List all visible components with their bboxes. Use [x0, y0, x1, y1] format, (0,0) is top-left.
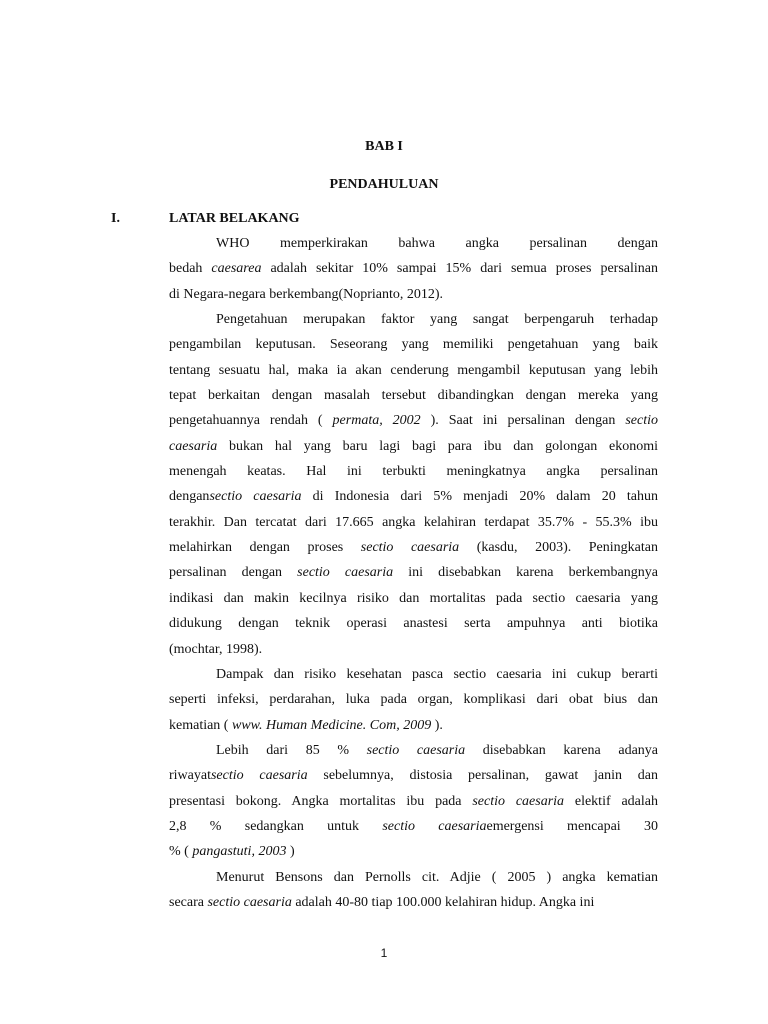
text-run: ini disebabkan karena berkembangnya	[393, 565, 658, 581]
text-line	[169, 434, 658, 459]
text-line	[169, 890, 658, 915]
italic-term: sectio caesaria	[210, 768, 308, 784]
italic-term: caesarea	[211, 261, 262, 277]
text-run: emergensi mencapai 30	[486, 818, 658, 834]
text-line	[169, 510, 658, 535]
italic-term: pangastuti, 2003	[192, 844, 287, 860]
text-run: kematian (	[169, 717, 232, 733]
text-line	[169, 839, 658, 864]
body-text	[169, 231, 658, 915]
text-run: didukung dengan teknik operasi anastesi serta ampuhnya anti biotika	[169, 616, 658, 632]
text-run: tepat berkaitan dengan masalah tersebut dibandingkan dengan mereka yang	[169, 388, 658, 404]
text-run: Lebih dari 85 %	[216, 742, 367, 758]
text-run: 2,8 % sedangkan untuk	[169, 818, 383, 834]
italic-term: sectio caesaria	[360, 540, 460, 556]
italic-term: sectio caesaria	[382, 818, 487, 834]
text-run: indikasi dan makin kecilnya risiko dan mortalitas pada sectio caesaria yang	[169, 590, 658, 606]
text-run: % (	[169, 844, 193, 860]
paragraph	[169, 738, 658, 865]
text-run: seperti infeksi, perdarahan, luka pada organ, komplikasi dari obat bius dan	[169, 692, 658, 708]
italic-term: sectio caesaria	[207, 894, 292, 910]
text-run: adalah sekitar 10% sampai 15% dari semua proses persalinan	[261, 261, 658, 277]
text-line	[169, 560, 658, 585]
text-line	[169, 814, 658, 839]
paragraph	[169, 307, 658, 662]
text-line	[169, 763, 658, 788]
text-line	[169, 358, 658, 383]
text-line	[169, 282, 658, 307]
text-line	[169, 256, 658, 281]
text-run: sebelumnya, distosia persalinan, gawat janin dan	[307, 768, 658, 784]
text-run: persalinan dengan	[169, 565, 298, 581]
text-run: WHO memperkirakan bahwa angka persalinan dengan	[216, 236, 658, 251]
text-run: menengah keatas. Hal ini terbukti meningkatnya angka persalinan	[169, 464, 658, 480]
text-line	[169, 307, 658, 332]
text-line	[169, 332, 658, 357]
paragraph	[169, 662, 658, 738]
text-line	[169, 535, 658, 560]
text-line	[169, 637, 658, 662]
text-run: bedah	[169, 261, 212, 277]
italic-term: www. Human Medicine. Com, 2009	[231, 717, 432, 733]
text-run: Menurut Bensons dan Pernolls cit. Adjie ( 2005 ) angka kematian	[216, 869, 658, 885]
text-run: riwayat	[169, 768, 211, 784]
text-line	[169, 662, 658, 687]
italic-term: caesaria	[169, 438, 218, 454]
italic-term: permata, 2002	[332, 413, 421, 429]
italic-term: sectio caesaria	[297, 565, 394, 581]
paragraph	[169, 231, 658, 307]
italic-term: sectio caesaria	[209, 489, 302, 505]
text-run: adalah 40-80 tiap 100.000 kelahiran hidup. Angka ini	[291, 894, 595, 910]
chapter-title: PENDAHULUAN	[329, 177, 439, 192]
section-title: LATAR BELAKANG	[169, 211, 300, 226]
text-line	[169, 231, 658, 256]
section-number: I.	[111, 211, 120, 226]
text-run: dengan	[169, 489, 210, 505]
text-run: di Negara-negara berkembang(Noprianto, 2012).	[169, 286, 444, 302]
text-line	[169, 383, 658, 408]
text-run: ).	[431, 717, 443, 733]
text-run: tentang sesuatu hal, maka ia akan cenderung mengambil keputusan yang lebih	[169, 362, 658, 378]
text-line	[169, 713, 658, 738]
text-run: bukan hal yang baru lagi bagi para ibu dan golongan ekonomi	[217, 438, 658, 454]
text-line	[169, 484, 658, 509]
text-line	[169, 459, 658, 484]
text-run: presentasi bokong. Angka mortalitas ibu pada	[169, 793, 473, 809]
text-run: disebabkan karena adanya	[465, 742, 658, 758]
text-line	[169, 789, 658, 814]
italic-term: sectio caesaria	[472, 793, 565, 809]
paragraph	[169, 865, 658, 916]
text-run: Dampak dan risiko kesehatan pasca sectio caesaria ini cukup berarti	[216, 666, 658, 682]
text-run: )	[286, 844, 295, 860]
text-line	[169, 687, 658, 712]
text-run: elektif adalah	[564, 793, 658, 809]
chapter-heading: BAB I	[365, 139, 403, 154]
text-run: secara	[169, 894, 208, 910]
text-run: terakhir. Dan tercatat dari 17.665 angka kelahiran terdapat 35.7% - 55.3% ibu	[169, 514, 658, 530]
text-line	[169, 586, 658, 611]
text-run: melahirkan dengan proses	[169, 540, 361, 556]
text-run: (mochtar, 1998).	[169, 641, 263, 657]
italic-term: sectio caesaria	[366, 742, 466, 758]
text-line	[169, 865, 658, 890]
text-run: pengetahuannya rendah (	[169, 413, 333, 429]
text-run: pengambilan keputusan. Seseorang yang memiliki pengetahuan yang baik	[169, 337, 658, 353]
text-run: (kasdu, 2003). Peningkatan	[459, 540, 658, 556]
text-line	[169, 611, 658, 636]
text-run: di Indonesia dari 5% menjadi 20% dalam 20 tahun	[301, 489, 658, 505]
text-line	[169, 738, 658, 763]
text-run: ). Saat ini persalinan dengan	[420, 413, 626, 429]
text-line	[169, 408, 658, 433]
page-number: 1	[380, 946, 388, 960]
text-run: Pengetahuan merupakan faktor yang sangat berpengaruh terhadap	[216, 312, 658, 328]
italic-term: sectio	[625, 413, 658, 429]
